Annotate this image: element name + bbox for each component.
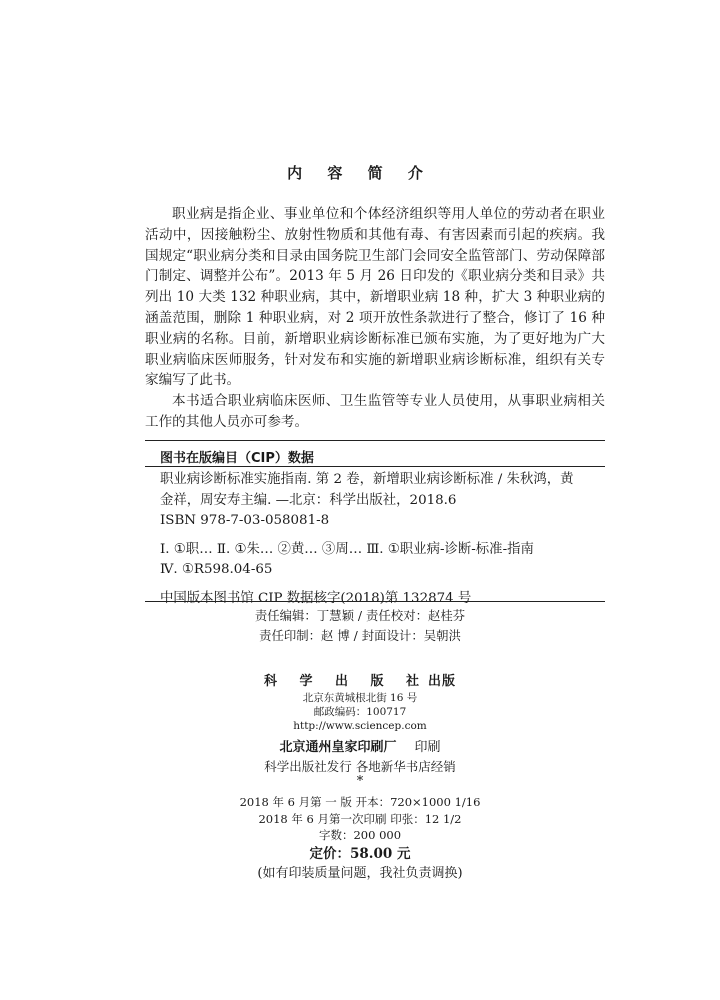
editor-credits	[0, 606, 720, 646]
summary-paragraph-2: 本书适合职业病临床医师、卫生监管等专业人员使用，从事职业病相关工作的其他人员亦可参考。	[145, 393, 605, 430]
cip-record-number: 中国版本图书馆 CIP 数据核字(2018)第 132874 号	[160, 590, 472, 606]
separator-star: *	[356, 774, 364, 789]
cip-heading: 图书在版编目（CIP）数据	[160, 451, 314, 466]
publisher-block	[0, 670, 720, 884]
cip-top-divider	[145, 440, 605, 441]
word-count: 字数：200 000	[318, 828, 402, 842]
distribution-line: 科学出版社发行 各地新华书店经销	[264, 759, 456, 774]
editor-credit-line: 责任编辑：丁慧颖 / 责任校对：赵桂芬	[254, 608, 466, 623]
publisher-name	[0, 670, 720, 689]
editor-credit-line: 责任印制：赵 博 / 封面设计：吴朝洪	[259, 628, 461, 643]
cip-data	[160, 470, 600, 609]
cip-line: 职业病诊断标准实施指南. 第 2 卷，新增职业病诊断标准 / 朱秋鸿，黄	[160, 472, 574, 487]
cip-isbn: ISBN 978-7-03-058081-8	[160, 513, 330, 528]
cip-classification-code: Ⅳ. ①R598.04-65	[160, 562, 273, 577]
summary-paragraph-1: 职业病是指企业、事业单位和个体经济组织等用人单位的劳动者在职业活动中，因接触粉尘、放射性物质和其他有毒、有害因素而引起的疾病。我国规定“职业病分类和目录由国务院卫生部门会同安全监管部门、劳动保障部门制定、调整并公布”。2013 年 5 月 26 日印发的《职业病分类和目录》共列出 10 大类 132 种职业病，其中，新增职业病 18 种，扩大 3 种职业病的涵盖范围，删除 1 种职业病，对 2 项开放性条款进行了整合，修订了 16 种职业病的名称。目前，新增职业病诊断标准已颁布实施，为了更好地为广大职业病临床医师服务，针对发布和实施的新增职业病诊断标准，组织有关专家编写了此书。	[145, 206, 605, 389]
printer-name-suffix: 印刷	[414, 740, 441, 755]
cip-bottom-divider	[145, 601, 605, 602]
printer-name-main: 北京通州皇家印刷厂	[279, 740, 397, 755]
publisher-name-main: 科 学 出 版 社	[263, 674, 429, 689]
cip-classification: Ⅰ. ①职… Ⅱ. ①朱… ②黄… ③周… Ⅲ. ①职业病-诊断-标准-指南	[160, 541, 534, 557]
cip-line: 金祥，周安寿主编. —北京：科学出版社，2018.6	[160, 492, 457, 508]
page-title: 内 容 简 介	[287, 164, 433, 182]
summary-text	[145, 204, 605, 433]
edition-line: 2018 年 6 月第 一 版 开本：720×1000 1/16	[239, 795, 481, 809]
cip-heading-divider	[145, 466, 605, 467]
quality-notice: (如有印装质量问题，我社负责调换)	[257, 865, 463, 881]
publisher-url: http://www.sciencep.com	[293, 720, 427, 732]
price: 定价：58.00 元	[309, 845, 411, 862]
publisher-name-suffix: 出版	[428, 674, 457, 689]
printer-name	[0, 736, 720, 755]
publisher-postcode: 邮政编码：100717	[313, 706, 407, 718]
publisher-address: 北京东黄城根北街 16 号	[302, 692, 418, 704]
printing-line: 2018 年 6 月第一次印刷 印张：12 1/2	[258, 811, 462, 826]
